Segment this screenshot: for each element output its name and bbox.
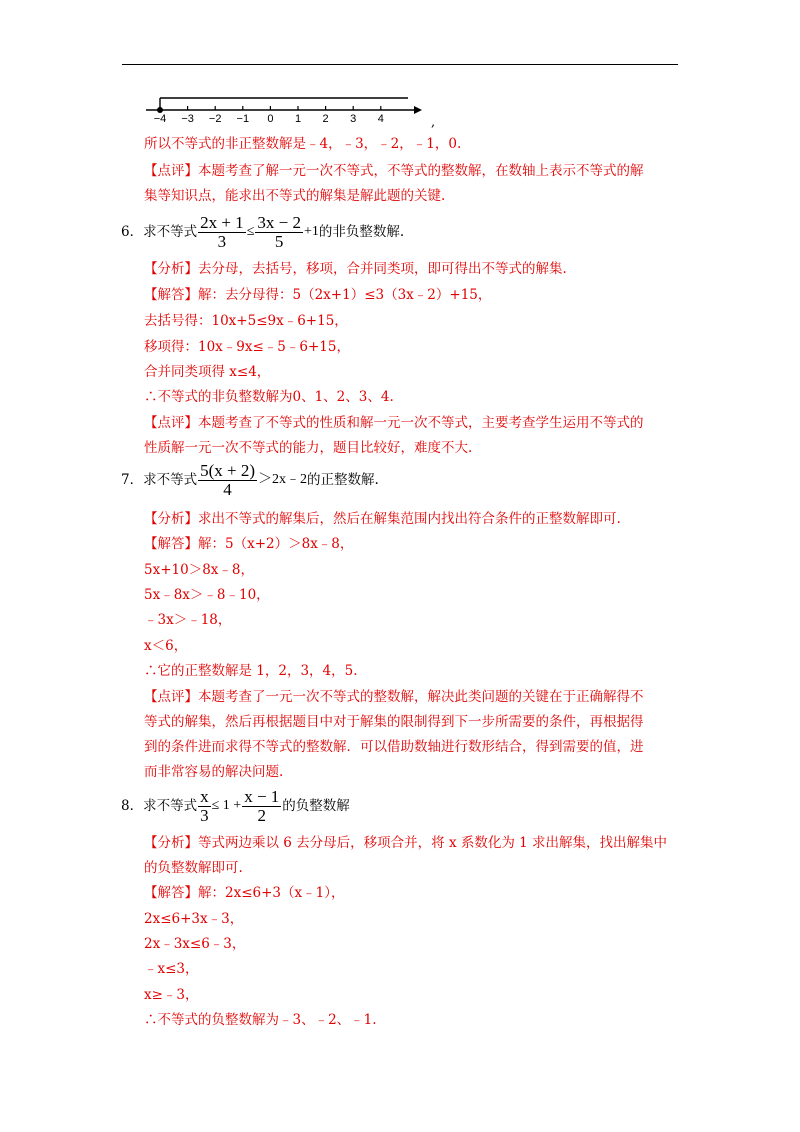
prev-review-line-1: 【点评】本题考查了解一元一次不等式，不等式的整数解，在数轴上表示不等式的解 [144, 163, 644, 179]
number-line-tick-label: −3 [181, 113, 194, 124]
q7-analysis: 【分析】求出不等式的解集后，然后在解集范围内找出符合条件的正整数解即可. [144, 511, 621, 527]
number-line-tick-label: 2 [322, 113, 329, 124]
q7-review-line-1: 【点评】本题考查了一元一次不等式的整数解，解决此类问题的关键在于正确解得不 [144, 689, 644, 705]
number-line-tick-label: 1 [294, 113, 302, 124]
q6-conclusion: ∴不等式的非负整数解为0、1、2、3、4. [144, 389, 394, 405]
number-line-tick-label: −1 [236, 113, 250, 124]
q7-review-line-4: 而非常容易的解决问题. [144, 764, 284, 780]
prev-review-line-2: 集等知识点，能求出不等式的解集是解此题的关键. [144, 188, 446, 204]
q7-fraction: $\frac{5(x + 2)}{4}$ [200, 460, 256, 499]
q6-step-3: 合并同类项得 x≤4， [144, 364, 271, 380]
q8-conclusion: ∴不等式的负整数解为﹣3、﹣2、﹣1. [144, 1012, 377, 1028]
number-line-tick-label: −4 [153, 113, 167, 124]
q6-review-line-1: 【点评】本题考查了不等式的性质和解一元一次不等式，主要考查学生运用不等式的 [144, 415, 644, 431]
prev-answer: 所以不等式的非正整数解是﹣4，﹣3，﹣2，﹣1，0. [144, 136, 462, 152]
q8-solution: 【解答】解：2x≤6+3（x﹣1）， [144, 885, 345, 901]
number-line-tick-label: 3 [350, 113, 357, 124]
q6-analysis: 【分析】去分母，去括号，移项，合并同类项，即可得出不等式的解集. [144, 261, 567, 277]
q6-step-1: 去括号得：10x+5≤9x﹣6+15， [144, 313, 348, 329]
q7-question: 7． 求不等式 $\frac{5(x + 2)}{4}$ ＞2x﹣2 的正整数解. [121, 460, 379, 499]
number-line-tick-label: 0 [267, 113, 274, 124]
q8-analysis-line-1: 【分析】等式两边乘以 6 去分母后，移项合并，将 x 系数化为 1 求出解集，找出解集中 [144, 835, 668, 851]
q7-step-4: x＜6， [144, 638, 188, 654]
q6-review-line-2: 性质解一元一次不等式的能力，题目比较好，难度不大. [144, 440, 473, 456]
q8-step-2: 2x﹣3x≤6﹣3， [144, 936, 246, 952]
q7-step-1: 5x+10＞8x﹣8， [144, 562, 254, 578]
q6-question: 6． 求不等式 $\frac{2x + 1}{3}$ ≤ $\frac{3x - 2}{5}$ +1 的非负整数解. [121, 212, 405, 251]
q8-question: 8． 求不等式 $\frac{x}{3}$ ≤ 1 + $\frac{x - 1}{2}$ 的负整数解 [121, 786, 350, 825]
q8-step-1: 2x≤6+3x﹣3， [144, 911, 244, 927]
number-line-tick-label: 4 [377, 113, 384, 124]
q8-fraction-2: $\frac{x - 1}{2}$ [244, 786, 280, 825]
q7-review-line-3: 到的条件进而求得不等式的整数解．可以借助数轴进行数形结合，得到需要的值，进 [144, 739, 644, 755]
q8-step-3: ﹣x≤3， [144, 961, 199, 977]
q8-fraction-1: $\frac{x}{3}$ [200, 786, 209, 825]
q6-fraction-2: $\frac{3x - 2}{5}$ [257, 212, 301, 251]
q7-step-3: ﹣3x＞﹣18， [144, 612, 232, 628]
header-rule [122, 64, 678, 65]
number-line-trailing-comma: , [431, 115, 436, 130]
q7-solution: 【解答】解：5（x+2）＞8x﹣8， [144, 536, 354, 552]
number-line [146, 92, 426, 124]
q8-analysis-line-2: 的负整数解即可. [144, 860, 243, 876]
q6-step-2: 移项得：10x﹣9x≤﹣5﹣6+15， [144, 339, 350, 355]
q7-review-line-2: 等式的解集，然后再根据题目中对于解集的限制得到下一步所需要的条件，再根据得 [144, 714, 644, 730]
review-tag: 【点评】 [144, 163, 198, 179]
q7-step-2: 5x﹣8x＞﹣8﹣10， [144, 587, 270, 603]
q7-conclusion: ∴它的正整数解是 1，2，3，4，5. [144, 663, 358, 679]
q6-fraction-1: $\frac{2x + 1}{3}$ [200, 212, 244, 251]
q8-step-4: x≥﹣3， [144, 987, 199, 1003]
q6-solution: 【解答】解：去分母得：5（2x+1）≤3（3x﹣2）+15， [144, 287, 492, 303]
number-line-tick-label: −2 [208, 113, 222, 124]
